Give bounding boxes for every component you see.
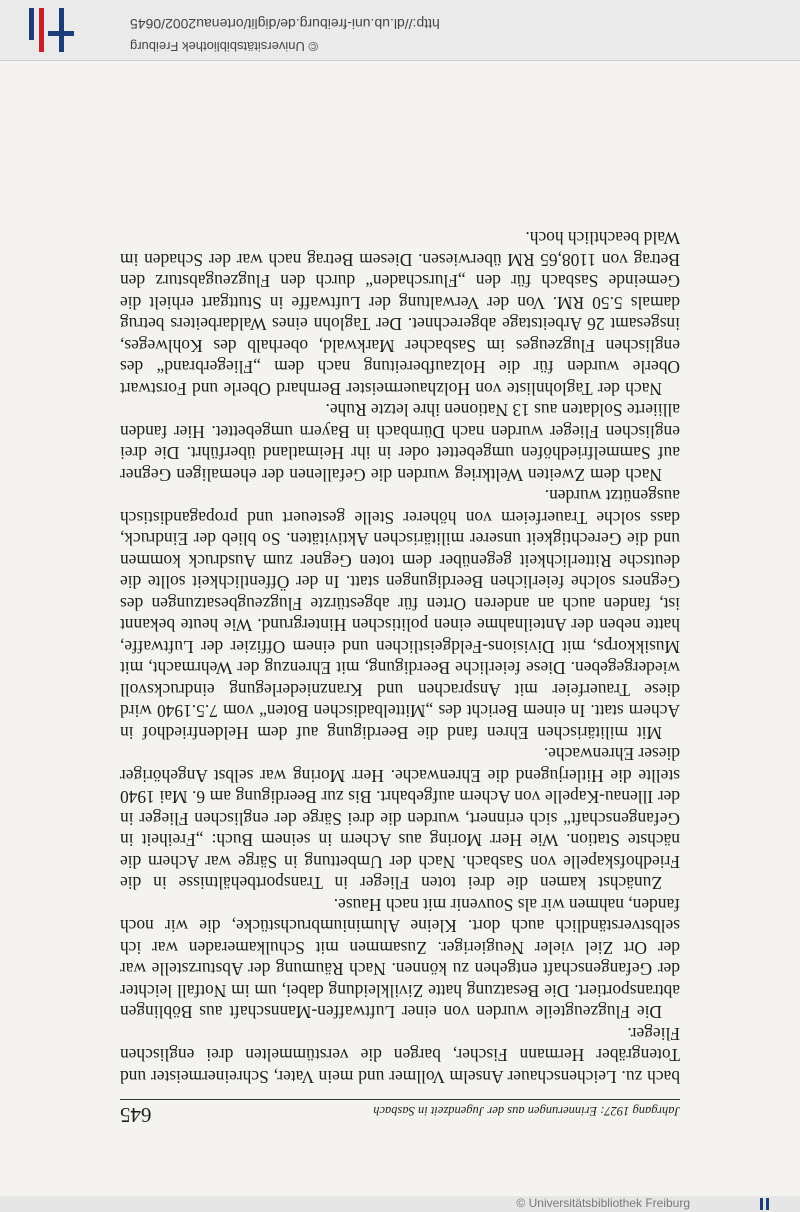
page-number: 645 <box>120 1103 152 1127</box>
body-text <box>120 227 680 1087</box>
running-head <box>120 1099 680 1127</box>
library-logo-icon <box>24 4 78 56</box>
paragraph: Mit militärischen Ehren fand die Beerdigung auf dem Heldenfriedhof in Achern statt. In einem Bericht des „Mittelbadischen Boten“ vom 7.5.1940 wird diese Trauerfeier mit Ansprachen und Kranzniederlegung eindrucksvoll wiedergegeben. Diese feierliche Beerdigung, mit Ehrenzug der Wehrmacht, mit Musikkorps, mit Divisions-Feldgeistlichen und einem Offizier der Luftwaffe, hatte neben der Anteilnahme einen politischen Hintergrund. Wie heute bekannt ist, fanden auch an anderen Orten für abgestürzte Flugzeugbesatzungen des Gegners solche feierlichen Beerdigungen statt. In der Öffentlichkeit sollte die deutsche Ritterlichkeit gegenüber dem toten Gegner zum Ausdruck kommen und die Gerechtigkeit unserer militärischen Aktivitäten. So blieb der Eindruck, dass solche Trauerfeiern von höherer Stelle gesteuert und propagandistisch ausgenützt wurden. <box>120 486 680 743</box>
paragraph: Nach der Taglohnliste von Holzhauermeister Bernhard Oberle und Forstwart Oberle wurden für die Holzaufbereitung nach dem „Fliegerbrand“ des englischen Flugzeuges im Sasbacher Markwald, oberhalb des Kohlweges, insgesamt 26 Arbeitstage abgerechnet. Der Taglohn eines Waldarbeiters betrug damals 5.50 RM. Von der Verwaltung der Luftwaffe in Stuttgart erhielt die Gemeinde Sasbach für den „Flurschaden“ durch den Flugzeugabsturz den Betrag von 1108,65 RM überwiesen. Diesem Betrag nach war der Schaden im Wald beachtlich hoch. <box>120 228 680 399</box>
paragraph: Nach dem Zweiten Weltkrieg wurden die Gefallenen der ehemaligen Gegner auf Sammelfriedhöfen umgebettet oder in ihr Heimatland überführt. Die drei englischen Flieger wurden nach Dürnbach in Bayern umgebettet. Hier fanden alliierte Soldaten aus 13 Nationen ihre letzte Ruhe. <box>120 400 680 485</box>
footer-url[interactable]: http://dl.ub.uni-freiburg.de/diglit/ortenau2002/0645 <box>130 16 440 32</box>
adjacent-page-copyright: © Universitätsbibliothek Freiburg <box>516 1196 690 1210</box>
library-logo-small-icon <box>758 1198 772 1210</box>
paragraph: Zunächst kamen die drei toten Flieger in Transportbehältnisse in die Friedhofskapelle von Sasbach. Nach der Umbettung in Särge war Achern die nächste Station. Wie Herr Moring aus Achern in seinem Buch: „Freiheit in Gefangenschaft“ sich erinnert, wurden die drei Särge der englischen Flieger in der Illenau-Kapelle von Achern aufgebahrt. Bis zur Beerdigung am 6. Mai 1940 stellte die Hitlerjugend die Ehrenwache. Herr Moring war selbst Angehöriger dieser Ehrenwache. <box>120 744 680 894</box>
running-head-title: Jahrgang 1927: Erinnerungen aus der Jugendzeit in Sasbach <box>373 1104 680 1118</box>
footer-bar <box>0 0 800 61</box>
paragraph: bach zu. Leichenschauer Anselm Vollmer und mein Vater, Schreinermeister und Totengräber Hermann Fischer, bargen die verstümmelten drei englischen Flieger. <box>120 1024 680 1087</box>
paragraph: Die Flugzeugteile wurden von einer Luftwaffen-Mannschaft aus Böblingen abtransportiert. Die Besatzung hatte Zivilkleidung dabei, um im Notfall leichter der Gefangenschaft entgehen zu können. Nach Räumung der Absturzstelle war der Ort Ziel vieler Neugieriger. Zusammen mit Schulkameraden war ich selbstverständlich auch dort. Kleine Aluminiumbruchstücke, die wir noch fanden, nahmen wir als Souvenir mit nach Hause. <box>120 895 680 1023</box>
footer-copyright: © Universitätsbibliothek Freiburg <box>130 39 319 54</box>
adjacent-page-strip <box>0 1196 800 1212</box>
